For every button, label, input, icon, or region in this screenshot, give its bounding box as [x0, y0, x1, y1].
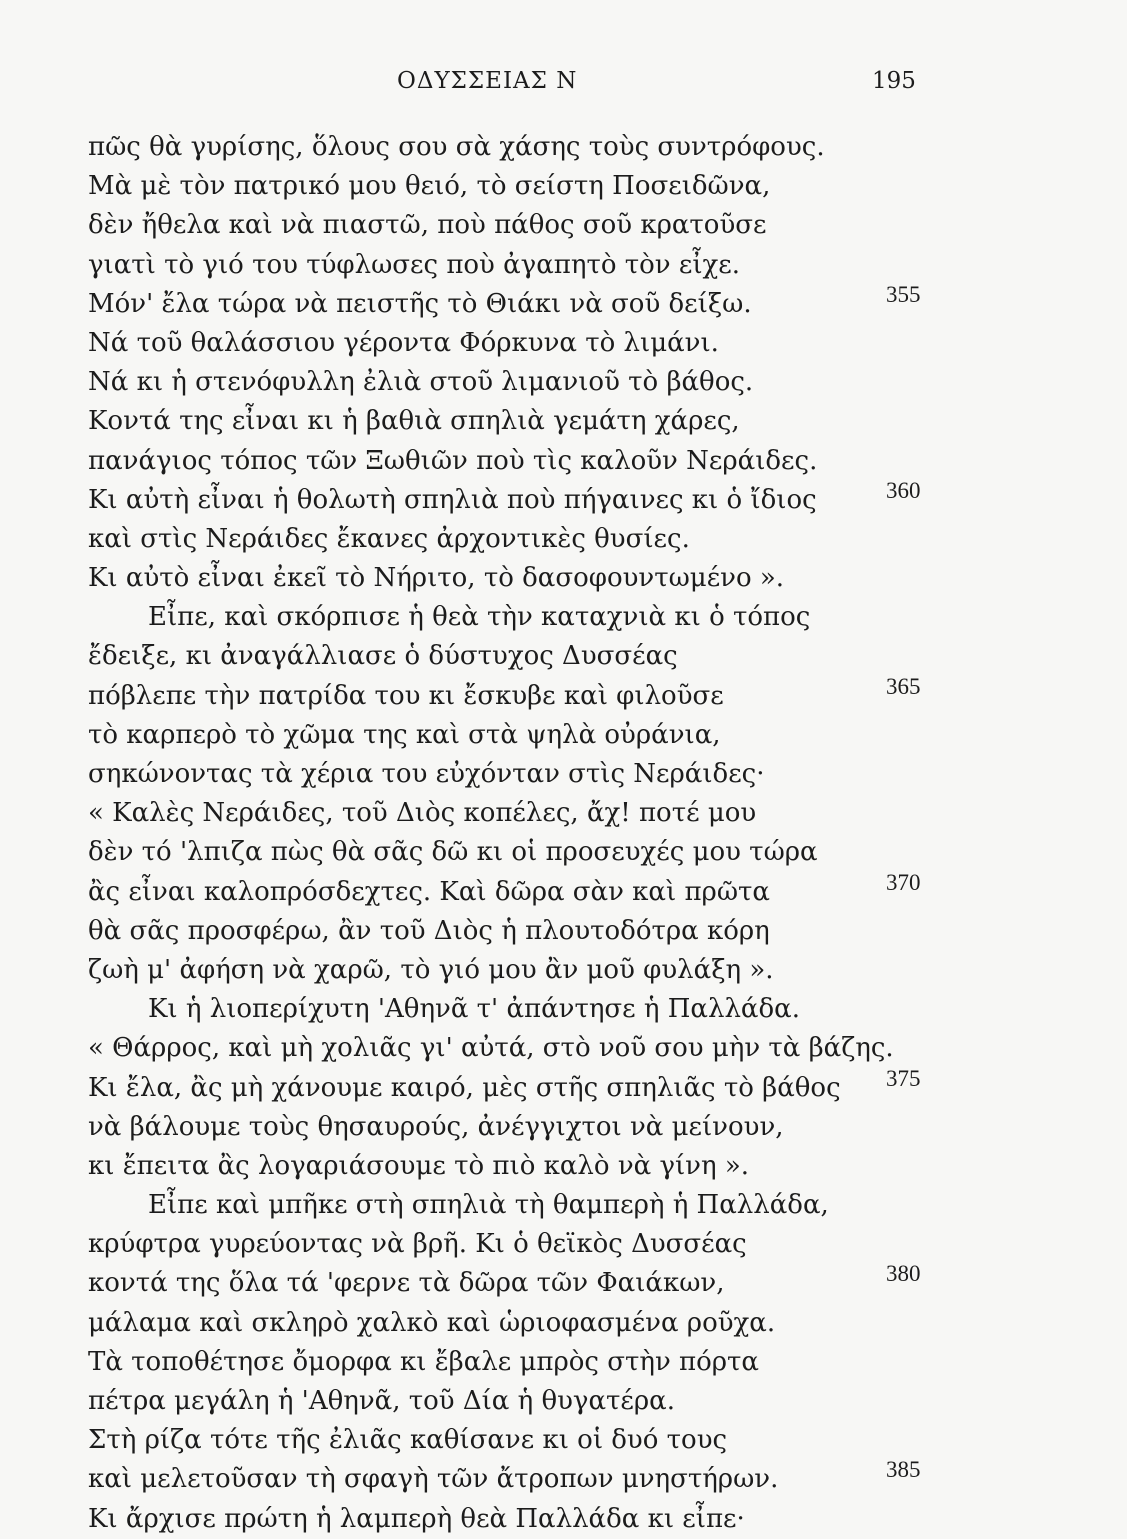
verse-line [88, 716, 958, 755]
verse-text: Τὰ τοποθέτησε ὄμορφα κι ἔβαλε μπρὸς στὴν πόρτα [88, 1346, 759, 1377]
running-head [0, 68, 1127, 108]
verse-line [88, 442, 958, 481]
verse-text: καὶ μελετοῦσαν τὴ σφαγὴ τῶν ἄτροπων μνηστήρων. [88, 1464, 779, 1495]
verse-line [88, 128, 958, 167]
verse-line [88, 1343, 958, 1382]
verse-text: ἔδειξε, κι ἀναγάλλιασε ὁ δύστυχος Δυσσέας [88, 641, 678, 672]
verse-line [88, 755, 958, 794]
running-title: ΟΔΥΣΣΕΙΑΣ Ν [397, 68, 578, 94]
verse-line [88, 1382, 958, 1421]
verse-line [88, 1457, 958, 1499]
verse-text: καὶ στὶς Νεράιδες ἔκανες ἀρχοντικὲς θυσίες. [88, 523, 690, 554]
verse-text: δὲν τό 'λπιζα πὼς θὰ σᾶς δῶ κι οἱ προσευχές μου τώρα [88, 837, 818, 868]
verse-text: Εἶπε καὶ μπῆκε στὴ σπηλιὰ τὴ θαμπερὴ ἡ Παλλάδα, [148, 1190, 829, 1221]
verse-line [88, 520, 958, 559]
verse-text: γιατὶ τὸ γιό του τύφλωσες ποὺ ἀγαπητὸ τὸν εἶχε. [88, 249, 741, 280]
verse-block [88, 128, 958, 1539]
verse-text: Νά κι ἡ στενόφυλλη ἐλιὰ στοῦ λιμανιοῦ τὸ βάθος. [88, 367, 754, 398]
verse-line [88, 1108, 958, 1147]
verse-text: « Καλὲς Νεράιδες, τοῦ Διὸς κοπέλες, ἄχ! ποτέ μου [88, 798, 757, 829]
verse-text: « Θάρρος, καὶ μὴ χολιᾶς γι' αὐτά, στὸ νοῦ σου μὴν τὰ βάζης. [88, 1033, 894, 1064]
line-number: 380 [886, 1261, 921, 1287]
verse-text: πανάγιος τόπος τῶν Ξωθιῶν ποὺ τὶς καλοῦν Νεράιδες. [88, 445, 818, 476]
verse-text: Νά τοῦ θαλάσσιου γέροντα Φόρκυνα τὸ λιμάνι. [88, 327, 719, 358]
verse-line [88, 869, 958, 912]
verse-text: σηκώνοντας τὰ χέρια του εὐχόνταν στὶς Νεράιδες· [88, 759, 765, 789]
verse-line [88, 990, 958, 1029]
verse-line [88, 477, 958, 520]
line-number: 370 [886, 869, 921, 895]
line-number: 360 [886, 477, 921, 503]
verse-line [88, 1500, 958, 1539]
verse-text: κι ἔπειτα ἂς λογαριάσουμε τὸ πιὸ καλὸ νὰ γίνη ». [88, 1150, 749, 1181]
verse-text: Κι αὐτὴ εἶναι ἡ θολωτὴ σπηλιὰ ποὺ πήγαινες κι ὁ ἴδιος [88, 484, 817, 515]
line-number: 365 [886, 673, 921, 699]
verse-text: Κι ἔλα, ἂς μὴ χάνουμε καιρό, μὲς στῆς σπηλιᾶς τὸ βάθος [88, 1072, 841, 1103]
verse-line [88, 1029, 958, 1068]
verse-line [88, 951, 958, 990]
line-number: 355 [886, 281, 921, 307]
verse-line [88, 559, 958, 598]
verse-line [88, 912, 958, 951]
line-number: 385 [886, 1457, 921, 1483]
verse-line [88, 833, 958, 872]
verse-line [88, 1261, 958, 1303]
verse-text: μάλαμα καὶ σκληρὸ χαλκὸ καὶ ὡριοφασμένα ροῦχα. [88, 1307, 776, 1338]
verse-text: πέτρα μεγάλη ἡ 'Αθηνᾶ, τοῦ Δία ἡ θυγατέρα. [88, 1386, 675, 1416]
verse-line [88, 1065, 958, 1108]
verse-line [88, 402, 958, 441]
verse-line [88, 246, 958, 285]
verse-text: Κι ἄρχισε πρώτη ἡ λαμπερὴ θεὰ Παλλάδα κι εἶπε· [88, 1503, 745, 1534]
verse-text: νὰ βάλουμε τοὺς θησαυρούς, ἀνέγγιχτοι νὰ μείνουν, [88, 1111, 784, 1142]
verse-line [88, 598, 958, 637]
verse-line [88, 1147, 958, 1186]
verse-line [88, 1186, 958, 1225]
verse-text: Κι αὐτὸ εἶναι ἐκεῖ τὸ Νήριτο, τὸ δασοφουντωμένο ». [88, 563, 785, 594]
page-number: 195 [872, 68, 916, 94]
verse-line [88, 281, 958, 324]
verse-line [88, 363, 958, 402]
verse-line [88, 1304, 958, 1343]
verse-text: πῶς θὰ γυρίσης, ὅλους σου σὰ χάσης τοὺς συντρόφους. [88, 132, 825, 162]
verse-text: τὸ καρπερὸ τὸ χῶμα της καὶ στὰ ψηλὰ οὐράνια, [88, 719, 721, 750]
verse-text: ἂς εἶναι καλοπρόσδεχτες. Καὶ δῶρα σὰν καὶ πρῶτα [88, 876, 770, 907]
verse-text: Κι ἡ λιοπερίχυτη 'Αθηνᾶ τ' ἀπάντησε ἡ Παλλάδα. [148, 994, 800, 1025]
verse-text: κοντά της ὅλα τά 'φερνε τὰ δῶρα τῶν Φαιάκων, [88, 1268, 725, 1299]
verse-line [88, 167, 958, 206]
verse-line [88, 637, 958, 676]
verse-line [88, 794, 958, 833]
verse-text: Μὰ μὲ τὸν πατρικό μου θειό, τὸ σείστη Ποσειδῶνα, [88, 171, 771, 202]
verse-line [88, 673, 958, 716]
verse-line [88, 206, 958, 245]
verse-text: πόβλεπε τὴν πατρίδα του κι ἔσκυβε καὶ φιλοῦσε [88, 680, 724, 711]
verse-text: κρύφτρα γυρεύοντας νὰ βρῆ. Κι ὁ θεϊκὸς Δυσσέας [88, 1229, 747, 1260]
verse-text: Εἶπε, καὶ σκόρπισε ἡ θεὰ τὴν καταχνιὰ κι ὁ τόπος [148, 602, 811, 633]
verse-text: Στὴ ρίζα τότε τῆς ἐλιᾶς καθίσανε κι οἱ δυό τους [88, 1425, 728, 1456]
verse-text: ζωὴ μ' ἀφήση νὰ χαρῶ, τὸ γιό μου ἂν μοῦ φυλάξη ». [88, 954, 774, 985]
verse-text: Κοντά της εἶναι κι ἡ βαθιὰ σπηλιὰ γεμάτη χάρες, [88, 406, 740, 437]
verse-line [88, 1225, 958, 1264]
verse-text: θὰ σᾶς προσφέρω, ἂν τοῦ Διὸς ἡ πλουτοδότρα κόρη [88, 915, 770, 946]
verse-line [88, 1421, 958, 1460]
verse-line [88, 324, 958, 363]
verse-text: Μόν' ἔλα τώρα νὰ πειστῆς τὸ Θιάκι νὰ σοῦ δείξω. [88, 288, 752, 319]
line-number: 375 [886, 1065, 921, 1091]
verse-text: δὲν ἤθελα καὶ νὰ πιαστῶ, ποὺ πάθος σοῦ κρατοῦσε [88, 210, 767, 241]
